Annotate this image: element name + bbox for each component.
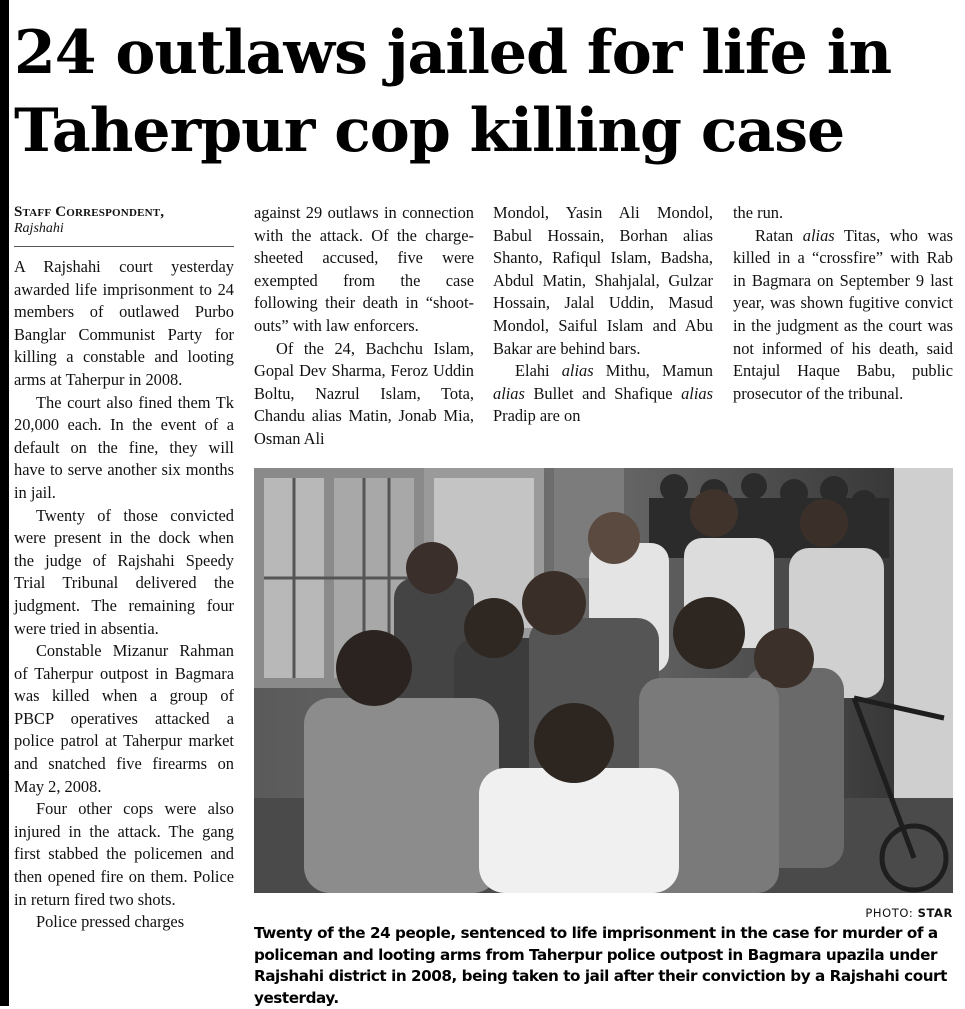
text-run: Bullet and Shafique [524,383,682,403]
text-run: Mithu, Mamun [593,361,713,381]
text-run: Elahi [515,361,562,381]
photo-caption: Twenty of the 24 people, sentenced to life imprisonment in the case for murder of a policeman and looting arms from Taherpur police outpost in Bagmara upazila under Rajshahi district in 2008, being taken to jail after their conviction by a Rajshahi court yesterday. [254,924,947,1007]
alias-italic: alias [802,225,835,245]
paragraph: Constable Mizanur Rahman of Taherpur outpost in Bagmara was killed when a group of PBCP operatives attacked a police patrol at Taherpur market and snatched five firearms on May 2, 2008. [14,641,234,796]
paragraph: against 29 outlaws in connection with the attack. Of the charge-sheeted accused, five were exempted from the case following their death in “shoot-outs” with law enforcers. [254,203,474,335]
news-photo [254,468,953,893]
text-run: Pradip are on [493,406,581,426]
paragraph: the run. [733,203,784,222]
byline-place: Rajshahi [14,221,64,236]
text-run: Titas, who was killed in a “crossfire” with Rab in Bagmara on September 9 last year, was shown fugitive convict in the judgment as the court was not informed of his death, said Entajul Haque Babu, public prosecutor of the tribunal. [733,225,953,403]
photo-credit-source: STAR [917,906,953,920]
photo-credit-label: PHOTO: [865,906,914,920]
left-margin-bar [0,0,9,1006]
photo-illustration [254,468,953,893]
text-run: Ratan [755,225,803,245]
photo-credit [254,906,953,920]
alias-italic: alias [681,383,713,403]
byline-name: Staff Correspondent, [14,204,165,220]
article-column-2 [254,202,474,451]
article-column-1 [14,256,234,934]
article-column-4 [733,202,953,405]
paragraph: Mondol, Yasin Ali Mondol, Babul Hossain, Borhan alias Shanto, Rafiqul Islam, Badsha, Abdul Matin, Shahjalal, Gulzar Hossain, Jalal Uddin, Masud Mondol, Saiful Islam and Abu Bakar are behind bars. [493,203,713,358]
paragraph: Four other cops were also injured in the attack. The gang first stabbed the policemen and then opened fire on them. Police in return fired two shots. [14,799,234,909]
paragraph [493,360,713,428]
byline [14,204,234,237]
article-column-3 [493,202,713,428]
alias-italic: alias [561,361,594,381]
paragraph [733,225,953,406]
paragraph: Twenty of those convicted were present in the dock when the judge of Rajshahi Speedy Trial Tribunal delivered the judgment. The remaining four were tried in absentia. [14,505,234,638]
alias-italic: alias [493,383,525,403]
paragraph: Police pressed charges [36,912,185,932]
paragraph: A Rajshahi court yesterday awarded life imprisonment to 24 members of outlawed Purbo Banglar Communist Party for killing a constable and looting arms at Taherpur in 2008. [14,257,234,389]
paragraph: Of the 24, Bachchu Islam, Gopal Dev Sharma, Feroz Uddin Boltu, Nazrul Islam, Tota, Chandu alias Matin, Jonab Mia, Osman Ali [254,338,474,448]
byline-divider [14,246,234,247]
headline: 24 outlaws jailed for life in Taherpur cop killing case [14,18,892,166]
paragraph: The court also fined them Tk 20,000 each. In the event of a default on the fine, they will have to serve another six months in jail. [14,392,234,502]
